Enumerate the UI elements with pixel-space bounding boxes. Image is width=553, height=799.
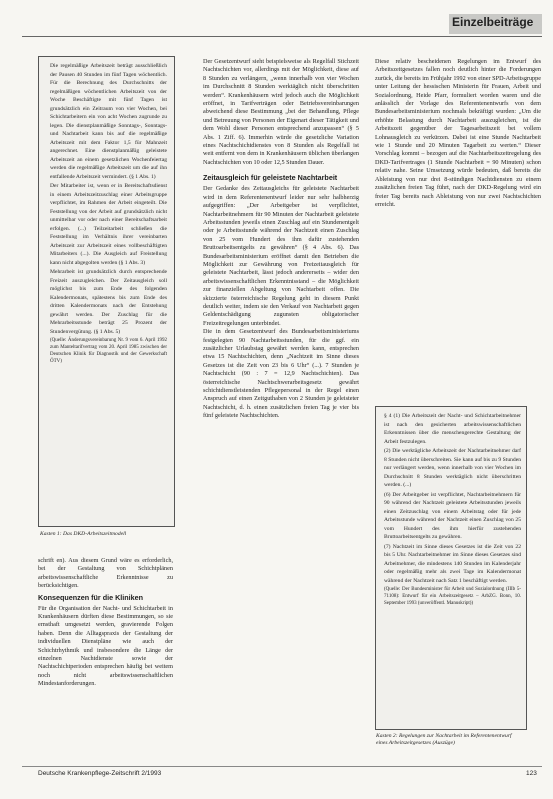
column-2 (203, 58, 359, 758)
box2-para: (2) Die werktägliche Arbeitszeit der Nachtarbeitnehmer darf 8 Stunden nicht überschreiten. Sie kann auf bis zu 9 Stunden nur verlängert werden, wenn innerhalb von vier Wochen im Durchschnitt 8 Stunden werktäglich nicht überschritten werden. (...) (384, 448, 521, 488)
box2-caption: Kasten 2: Regelungen zur Nachtarbeit im Referentenentwurf eines Arbeitszeitgesetzes (Auszüge) (376, 733, 512, 746)
column-1 (38, 557, 173, 757)
box1-para: Der Mitarbeiter ist, wenn er in Bereitschaftsdienst in einem Arbeitszeitzuschlag einer Arbeitsgruppe verpflichtet, im Rahmen der Arbeit eingeteilt. Die Feststellung von der Arbeit auf grundsätzlich nicht unmittelbar vor oder nach einer Bereitschaftsarbeit erfolgen. (...) Teilzeitarbeit schließen die Feststellung im Verhältnis ihrer vereinbarten Arbeitszeit zur Arbeitszeit eines vollbeschäftigten Mitarbeiters (...). Die Ausgleich auf Freistellung kann nicht abgegolten werden (§ 1 Abs. 3) (50, 183, 167, 266)
box2-para: (7) Nachtzeit im Sinne dieses Gesetzes ist die Zeit von 22 bis 5 Uhr. Nachtarbeitnehmer im Sinne dieses Gesetzes sind Arbeitnehmer, die mindestens 140 Stunden im Kalenderjahr oder regelmäßig mehr als zwei Tage im Kalendermonat während der Nachtzeit nach Satz 1 beschäftigt werden. (384, 543, 521, 584)
info-box-2 (375, 406, 527, 730)
footer-journal: Deutsche Krankenpflege-Zeitschrift 2/1993 (38, 770, 162, 777)
info-box-2-text (384, 412, 521, 726)
col2-para-2: Der Gedanke des Zeitausgleichs für geleistete Nachtarbeit wird in dem Referentenentwurf leider nur sehr halbherzig aufgegriffen: „Der Arbeitgeber ist verpflichtet, Nachtarbeitnehmern für 90 Minuten der Nachtarbeit geleistete Arbeitsstunden jeweils einen Zuschlag auf ein Stundenentgelt oder je Arbeitsstunde während der Nachtzeit einen Zuschlag von 25 vom Hundert des ihm dafür zustehenden Bruttoarbeitsentgelts zu gewähren“ (§ 4 Abs. 6). Das Bundesarbeitsministerium eröffnet damit den Betrieben die Möglichkeit zur Gewährung von Freizeitausgleich für geleistete Nachtarbeit, lässt jedoch andererseits – wider den arbeitswissenschaftlichen Erkenntnisstand – die Möglichkeit zur finanziellen Abgeltung von Nachtarbeit offen. Die skizzierte österreichische Regelung geht in diesem Punkt deutlich weiter, indem sie den Verkauf von Nachtarbeit gegen Geldentschädigung zugunsten obligatorischer Freizeitregelungen unterbindet. (203, 185, 359, 327)
box1-para: Mehrarbeit ist grundsätzlich durch entsprechende Freizeit auszugleichen. Der Zeitausgleich soll möglichst bis zum Ende des folgenden Kalendermonats, spätestens bis zum Ende des dritten Kalendermonats nach der Entstehung gewährt werden. Der Zuschlag für die Mehrarbeitsstunde beträgt 25 Prozent der Stundenvergütung. (§ 1 Abs. 5) (50, 269, 167, 335)
column-3 (375, 58, 541, 403)
box2-para: § 4 (1) Die Arbeitszeit der Nacht- und Schichtarbeitnehmer ist nach den gesicherten arbeitswissenschaftlichen Erkenntnissen über die menschengerechte Gestaltung der Arbeit festzulegen. (384, 413, 521, 445)
footer-rule (22, 766, 542, 767)
box1-caption: Kasten 1: Das DKD-Arbeitszeitmodell (40, 531, 127, 537)
col1-lead: schrift en). Aus diesem Grund wäre es erforderlich, bei der Gestaltung von Schichtplänen arbeitswissenschaftliche Erkenntnisse zu berücksichtigen. (38, 557, 173, 590)
box1-para: Die regelmäßige Arbeitszeit beträgt ausschließlich der Pausen 40 Stunden im fünf Tagen wöchentlich. Für die Berechnung des Durchschnitts der regelmäßigen wöchentlichen Arbeitszeit von der Woche Beschäftigte mit fünf Tagen ist grundsätzlich ein Zeitraum von vier Wochen, bei Schichtarbeitern ein von acht Wochen zugrunde zu legen. Die dienstplanmäßige Sonntags-, Sonntags- und Nachtarbeit kann bis auf die regelmäßige Arbeitszeit mit dem Faktor 1,5 für Mahnzeit angerechnet. Eine dienstplanmäßig geleistete Arbeitszeit an einem gesetzlichen Wochenfeiertag werden die regelmäßige Arbeitszeit um die auf ihn entfallende Arbeitszeit vermindert. (§ 1 Abs. 1) (50, 63, 167, 180)
header-rule (22, 36, 542, 37)
box2-source: (Quelle: Der Bundesminister für Arbeit und Sozialordnung (IIIb 5-71108): Entwurf für ein Arbeitszeitgesetz – ArbZG. Bonn, 10. September 1993 (unveröffentl. Manuskript)) (384, 587, 521, 606)
col2-para-1: Der Gesetzentwurf sieht beispielsweise als Regelfall Stichzeit Nachtschichten vor, allerdings mit der Möglichkeit, diese auf 8 Stunden zu verlängern, „wenn innerhalb von vier Wochen im Durchschnitt 8 Stunden werktäglich nicht überschritten werden“. Krankenhäusern wird jedoch auch die Möglichkeit eröffnet, in Tarifverträgen oder Betriebsvereinbarungen abweichend diese Bestimmung „bei der Behandlung, Pflege und Betreuung von Personen der Eigenart dieser Tätigkeit und dem Wohl dieser Personen entsprechend anzupassen“ (§ 5 Abs. 1 Ziff. 6). Immerhin würde die gesetzliche Variation eines Nachtschichtdienstes von 8 Stunden als Regelfall ist weit entfernt von dem in Krankenhäusern üblichen überlangen Nachtschichten von 10 oder 12,5 Stunden Dauer. (203, 58, 359, 166)
col2-heading: Zeitausgleich für geleistete Nachtarbeit (203, 173, 338, 183)
box1-source: (Quelle: Änderungsvereinbarung Nr. 9 vom 6. April 1992 zum Manteltarifvertrag vom 20. April 1985 zwischen der Deutschen Klinik für Diagnostik und der Gewerkschaft ÖTV) (50, 338, 167, 364)
info-box-1-text (50, 62, 167, 522)
info-box-1 (38, 56, 175, 527)
col1-body: Für die Organisation der Nacht- und Schichtarbeit in Krankenhäusern dürften diese Bestimmungen, so sie ernsthaft umgesetzt werden, gravierende Folgen haben. Denn die Alltagspraxis der Gestaltung der individuellen Dienstpläne wie auch der Schichtrhythmik und insbesondere die Länge der einzelnen Nachtdienste sowie der Nachtschichtperioden entsprechen häufig bei weitem noch nicht arbeitswissenschaftlichen Mindestanforderungen. (38, 604, 173, 688)
box2-para: (6) Der Arbeitgeber ist verpflichtet, Nachtarbeitnehmern für 90 während der Nachtzeit geleistete Arbeitsstunden jeweils einen Zeitzuschlag von einem Arbeitstag oder für jede Arbeitsstunde während der Nachtzeit einen Zuschlag von 25 vom Hundert des ihm hierfür zustehenden Bruttoarbeitsentgelts zu gewähren. (384, 491, 521, 540)
col2-para-3: Die in dem Gesetzentwurf des Bundesarbeitsministeriums festgelegten 90 Nachtarbeitsstunden, für die ggf. ein zusätzlicher Urlaubstag gewährt werden kann, entsprechen etwa 15 Nachtschichten, denn „Nachtzeit im Sinne dieses Gesetzes ist die Zeit von 23 bis 6 Uhr“ (...). 7 Stunden je Nachtschicht (90 : 7 = 12,9 Nachtschichten). Das österreichische Nachtschwerarbeitsgesetz gewährt schichtdienstleistenden Pflegepersonal in der Regel einen Anspruch auf einen Zeitguthaben von 2 Stunden je geleisteter Nachtschicht, d. h. einen zusätzlichen freien Tag je vier bis fünf geleistete Nachtschichten. (203, 328, 359, 420)
col1-heading: Konsequenzen für die Kliniken (38, 592, 144, 602)
col3-body: Diese relativ bescheidenen Regelungen im Entwurf des Arbeitszeitgesetzes fallen noch deutlich hinter die Forderungen zurück, die bereits im Frühjahr 1992 von einer SPD-Arbeitsgruppe unter Leitung der hessischen Ministerin für Frauen, Arbeit und Sozialordnung, Heide Pfarr, formuliert worden waren und die anlässlich der Vorlage des Referentenentwurfs von dem Bundesarbeitsministerium nochmals bekräftigt wurden: „Um die erhöhte Belastung durch Nachtarbeit auszugleichen, ist die Arbeitszeit gegenüber der Tagesarbeitszeit bei vollem Lohnausgleich zu verkürzen. Dabei ist eine Stunde Nachtarbeit wie 1 Stunde und 20 Minuten Tagarbeit zu werten.“ Dieser Vorschlag kommt – bezogen auf die Nachtarbeitszeitregelung des DKD-Tarifvertrages (1 Stunde Nachtarbeit = 90 Minuten) schon relativ nahe. Seine Umsetzung würde bedeuten, daß bereits die Ableistung von nur drei 8-stündigen Nachtdiensten zu einem zusätzlichen freien Tag führt, nach der DKD-Regelung wird ein freier Tag bereits nach Ableistung von nur zwei Nachtschichten erreicht. (375, 58, 541, 208)
page-number: 123 (526, 770, 537, 777)
section-header: Einzelbeiträge (452, 15, 534, 29)
